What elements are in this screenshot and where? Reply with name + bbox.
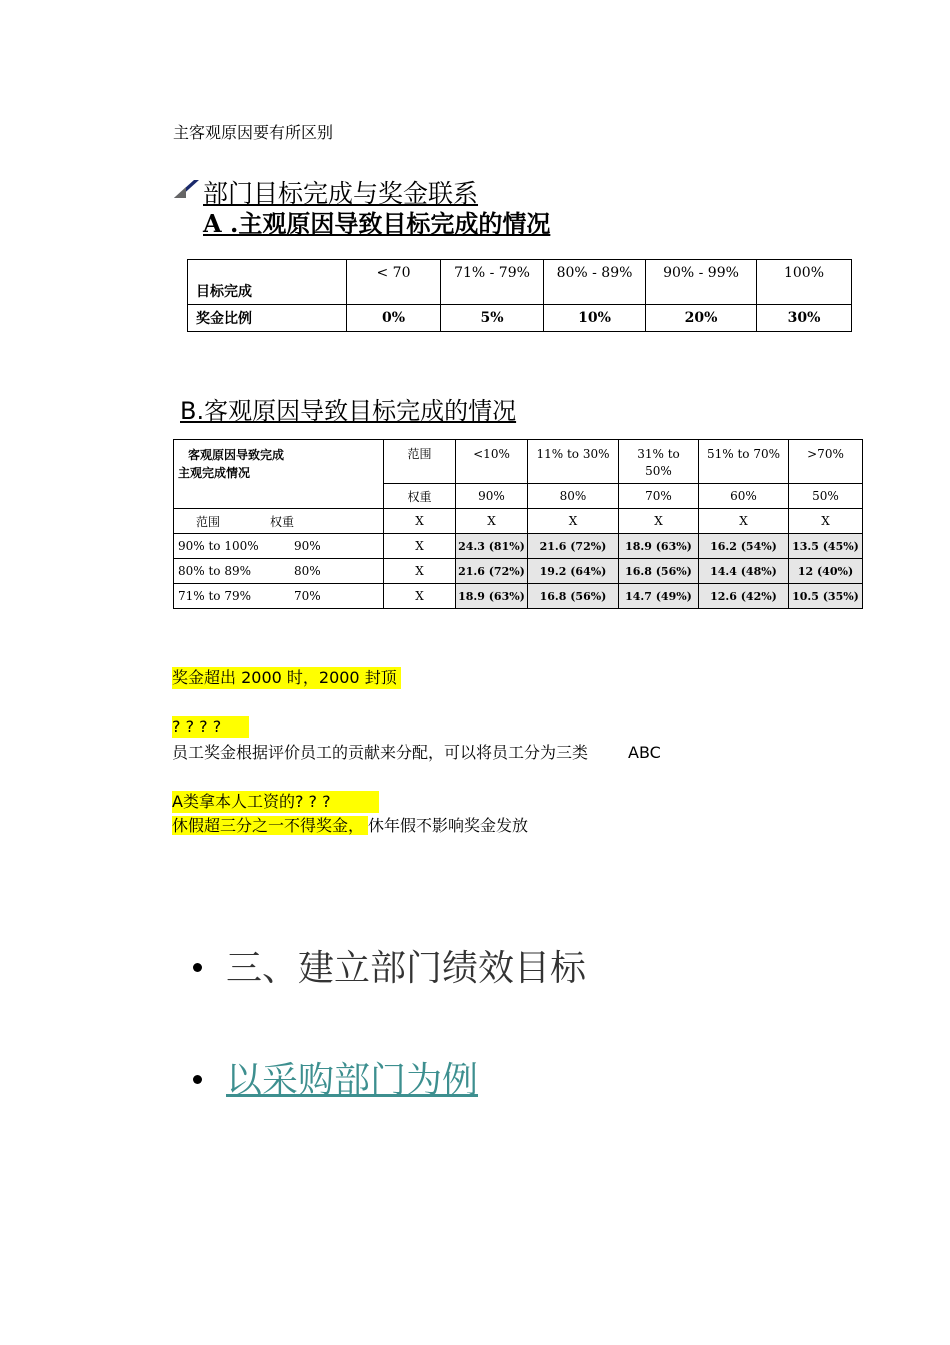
table-a-cell: 20% [646, 305, 757, 332]
row-weight: 80% [294, 564, 321, 578]
weight-label: 权重 [384, 484, 456, 509]
table-a-cell: 10% [544, 305, 646, 332]
range-label: 范围 [384, 440, 456, 484]
table-a-row2-label: 奖金比例 [188, 305, 347, 332]
value-cell: 16.8 (56%) [528, 584, 619, 609]
range-cell: 31% to 50% [619, 440, 699, 484]
table-b-corner [174, 440, 384, 509]
table-a-row1-label: 目标完成 [188, 260, 347, 305]
value-cell: 19.2 (64%) [528, 559, 619, 584]
note-leave-highlight: 休假超三分之一不得奖金， [172, 816, 368, 835]
value-cell: 10.5 (35%) [789, 584, 863, 609]
bullet-dot-icon [193, 963, 202, 972]
value-cell: 14.7 (49%) [619, 584, 699, 609]
x-cell: X [384, 534, 456, 559]
table-a-cell: 0% [347, 305, 441, 332]
range-cell: 51% to 70% [699, 440, 789, 484]
table-a-cell: 71% - 79% [441, 260, 544, 305]
x-cell: X [456, 509, 528, 534]
row-label [174, 584, 384, 609]
weight-cell: 80% [528, 484, 619, 509]
row-label [174, 559, 384, 584]
bullet-1 [193, 940, 586, 991]
x-cell: X [619, 509, 699, 534]
row-weight: 90% [294, 539, 321, 553]
value-cell: 21.6 (72%) [456, 559, 528, 584]
row-header [174, 509, 384, 534]
note-cap: 奖金超出 2000 时，2000 封顶 [172, 667, 401, 689]
weight-cell: 90% [456, 484, 528, 509]
table-a-cell: 90% - 99% [646, 260, 757, 305]
sub-b-title: B.客观原因导致目标完成的情况 [180, 397, 517, 425]
section-title: 部门目标完成与奖金联系 [203, 179, 479, 208]
range-cell: 11% to 30% [528, 440, 619, 484]
row-range: 90% to 100% [178, 539, 259, 553]
note-a: A类拿本人工资的? ? ? [172, 791, 379, 813]
bullet-dot-icon [193, 1075, 202, 1084]
bullet-1-text: 三、建立部门绩效目标 [226, 948, 587, 989]
x-cell: X [384, 509, 456, 534]
x-cell: X [528, 509, 619, 534]
table-a-cell: < 70 [347, 260, 441, 305]
note-leave [172, 815, 528, 837]
weight-cell: 60% [699, 484, 789, 509]
objective-bonus-table [173, 439, 863, 609]
corner-line2: 主观完成情况 [178, 466, 251, 480]
row-header-range: 范围 [196, 514, 221, 529]
table-a-cell: 30% [757, 305, 852, 332]
note-question: ? ? ? ? [172, 716, 249, 738]
value-cell: 14.4 (48%) [699, 559, 789, 584]
sub-a-title: A .主观原因导致目标完成的情况 [203, 209, 551, 238]
range-cell: <10% [456, 440, 528, 484]
value-cell: 21.6 (72%) [528, 534, 619, 559]
x-cell: X [699, 509, 789, 534]
row-label [174, 534, 384, 559]
weight-cell: 70% [619, 484, 699, 509]
intro-text: 主客观原因要有所区别 [173, 123, 334, 142]
note-leave-rest: 休年假不影响奖金发放 [368, 816, 529, 835]
x-cell: X [384, 559, 456, 584]
row-range: 80% to 89% [178, 564, 252, 578]
note-abc [172, 742, 661, 764]
table-a-cell: 80% - 89% [544, 260, 646, 305]
row-header-weight: 权重 [270, 514, 295, 529]
weight-cell: 50% [789, 484, 863, 509]
table-row [174, 559, 863, 584]
value-cell: 24.3 (81%) [456, 534, 528, 559]
value-cell: 13.5 (45%) [789, 534, 863, 559]
row-range: 71% to 79% [178, 589, 252, 603]
corner-line1: 客观原因导致完成 [188, 448, 285, 462]
heading-slash-icon [172, 178, 200, 200]
x-cell: X [384, 584, 456, 609]
bonus-ratio-table [187, 259, 852, 332]
x-cell: X [789, 509, 863, 534]
value-cell: 16.2 (54%) [699, 534, 789, 559]
value-cell: 12.6 (42%) [699, 584, 789, 609]
table-a-cell: 100% [757, 260, 852, 305]
bullet-2-link[interactable]: 以采购部门为例 [226, 1060, 479, 1101]
range-cell: >70% [789, 440, 863, 484]
value-cell: 18.9 (63%) [619, 534, 699, 559]
table-row [174, 584, 863, 609]
row-weight: 70% [294, 589, 321, 603]
bullet-2 [193, 1052, 478, 1103]
value-cell: 16.8 (56%) [619, 559, 699, 584]
value-cell: 12 (40%) [789, 559, 863, 584]
table-a-cell: 5% [441, 305, 544, 332]
note-abc-letters: ABC [628, 743, 661, 762]
value-cell: 18.9 (63%) [456, 584, 528, 609]
table-row [174, 534, 863, 559]
note-abc-text: 员工奖金根据评价员工的贡献来分配，可以将员工分为三类 [172, 743, 589, 762]
